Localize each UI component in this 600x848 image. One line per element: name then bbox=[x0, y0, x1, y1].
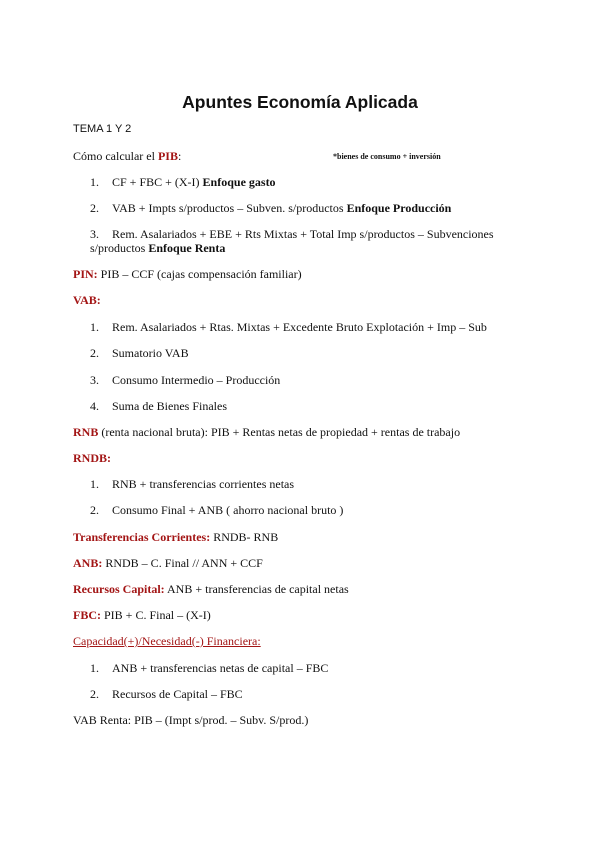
list-number: 3. bbox=[90, 373, 99, 387]
list-number: 2. bbox=[90, 687, 99, 701]
fbc-text: PIB + C. Final – (X-I) bbox=[101, 608, 211, 622]
rnb-line bbox=[73, 425, 460, 440]
list-number: 1. bbox=[90, 175, 99, 189]
document-title: Apuntes Economía Aplicada bbox=[182, 92, 418, 112]
list-item bbox=[90, 503, 343, 518]
list-text: Consumo Final + ANB ( ahorro nacional bruto ) bbox=[112, 503, 344, 517]
rnb-key: RNB bbox=[73, 425, 99, 439]
list-number: 1. bbox=[90, 477, 99, 491]
list-number: 2. bbox=[90, 346, 99, 360]
pin-line bbox=[73, 267, 302, 282]
transferencias-line bbox=[73, 530, 278, 545]
section-heading: TEMA 1 Y 2 bbox=[73, 123, 132, 135]
list-text: RNB + transferencias corrientes netas bbox=[112, 477, 295, 491]
list-item-continuation bbox=[90, 241, 225, 256]
list-text: Sumatorio VAB bbox=[112, 346, 189, 360]
list-item bbox=[90, 373, 280, 388]
recursos-line bbox=[73, 582, 349, 597]
list-emphasis: Enfoque Renta bbox=[148, 241, 226, 255]
list-number: 2. bbox=[90, 503, 99, 517]
pin-key: PIN: bbox=[73, 267, 98, 281]
list-item bbox=[90, 687, 243, 702]
pib-heading-prefix: Cómo calcular el bbox=[73, 149, 158, 163]
list-emphasis: Enfoque gasto bbox=[202, 175, 276, 189]
rndb-heading: RNDB: bbox=[73, 451, 111, 465]
list-text: Rem. Asalariados + Rtas. Mixtas + Excedente Bruto Explotación + Imp – Sub bbox=[112, 320, 487, 334]
list-emphasis: Enfoque Producción bbox=[346, 201, 452, 215]
list-number: 4. bbox=[90, 399, 99, 413]
rnb-text: (renta nacional bruta): PIB + Rentas netas de propiedad + rentas de trabajo bbox=[98, 425, 461, 439]
list-text: ANB + transferencias netas de capital – FBC bbox=[112, 661, 329, 675]
list-item bbox=[90, 227, 494, 242]
list-number: 1. bbox=[90, 320, 99, 334]
list-text: Rem. Asalariados + EBE + Rts Mixtas + Total Imp s/productos – Subvenciones bbox=[112, 227, 494, 241]
list-item bbox=[90, 661, 328, 676]
list-text: CF + FBC + (X-I) bbox=[112, 175, 203, 189]
anb-key: ANB: bbox=[73, 556, 103, 570]
list-number: 2. bbox=[90, 201, 99, 215]
list-item bbox=[90, 399, 227, 414]
list-number: 1. bbox=[90, 661, 99, 675]
pin-text: PIB – CCF (cajas compensación familiar) bbox=[97, 267, 302, 281]
capacidad-heading: Capacidad(+)/Necesidad(-) Financiera: bbox=[73, 634, 261, 648]
pib-heading-key: PIB bbox=[157, 149, 178, 163]
recursos-text: ANB + transferencias de capital netas bbox=[164, 582, 349, 596]
recursos-key: Recursos Capital: bbox=[73, 582, 165, 596]
list-item bbox=[90, 201, 451, 216]
list-text: Recursos de Capital – FBC bbox=[112, 687, 243, 701]
anb-line bbox=[73, 556, 263, 571]
pib-heading-suffix: : bbox=[177, 149, 182, 163]
list-text: Suma de Bienes Finales bbox=[112, 399, 227, 413]
list-text: VAB + Impts s/productos – Subven. s/productos bbox=[112, 201, 347, 215]
fbc-line bbox=[73, 608, 211, 623]
list-text: Consumo Intermedio – Producción bbox=[112, 373, 281, 387]
list-text: s/productos bbox=[90, 241, 149, 255]
list-item bbox=[90, 477, 294, 492]
list-item bbox=[90, 175, 276, 190]
vab-renta-line: VAB Renta: PIB – (Impt s/prod. – Subv. S/prod.) bbox=[73, 713, 309, 727]
anb-text: RNDB – C. Final // ANN + CCF bbox=[102, 556, 263, 570]
pib-heading bbox=[73, 149, 181, 164]
vab-heading: VAB: bbox=[73, 293, 101, 307]
pib-note: *bienes de consumo + inversión bbox=[333, 152, 441, 161]
fbc-key: FBC: bbox=[73, 608, 101, 622]
list-number: 3. bbox=[90, 227, 99, 241]
list-item bbox=[90, 320, 487, 335]
transferencias-key: Transferencias Corrientes: bbox=[73, 530, 211, 544]
transferencias-text: RNDB- RNB bbox=[210, 530, 279, 544]
list-item bbox=[90, 346, 189, 361]
